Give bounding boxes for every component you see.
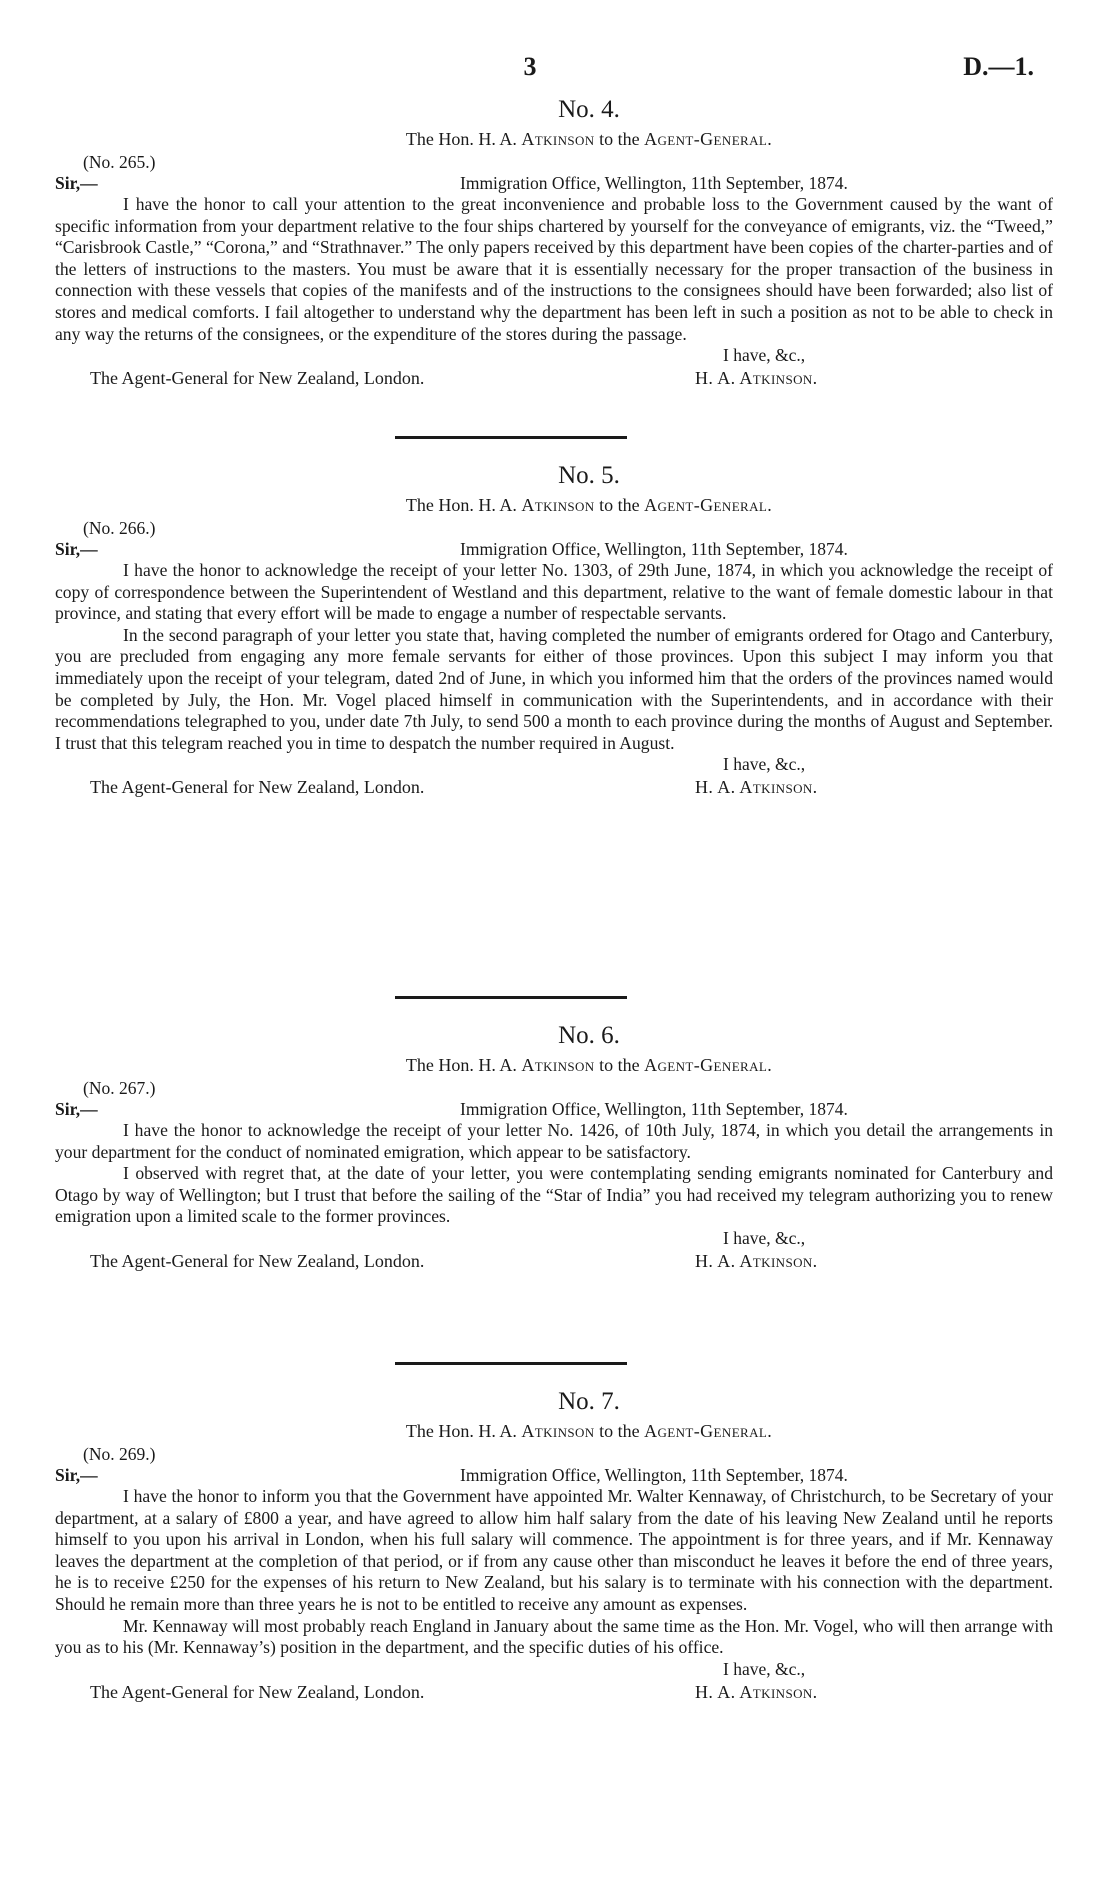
addressee: The Agent-General for New Zealand, London. — [90, 1250, 425, 1271]
letter-body — [55, 194, 1053, 345]
letter-heading: The Hon. H. A. Atkinson to the Agent-General. — [405, 1055, 773, 1075]
closing: I have, &c., — [723, 1658, 806, 1679]
letter-no-5 — [55, 460, 1053, 799]
dateline: Immigration Office, Wellington, 11th September, 1874. — [460, 539, 848, 559]
addressee: The Agent-General for New Zealand, London. — [90, 368, 425, 389]
letter-reference: (No. 269.) — [83, 1444, 156, 1464]
letter-heading: The Hon. H. A. Atkinson to the Agent-General. — [405, 1421, 773, 1441]
paragraph: In the second paragraph of your letter you state that, having completed the number of emigrants ordered for Otago and Canterbury, you are precluded from engaging any more female servants for either of those provinces. Upon this subject I may inform you that immediately upon the receipt of your telegram, dated 2nd of June, in which you informed him that the orders of the provinces named would be completed by July, the Hon. Mr. Vogel placed himself in communication with the Superintendents, and in accordance with their recommendations telegraphed to you, under date 7th July, to send 500 a month to each province during the months of August and September. I trust that this telegram reached you in time to despatch the number required in August. — [55, 624, 1053, 753]
paragraph: I observed with regret that, at the date of your letter, you were contemplating sending emigrants nominated for Canterbury and Otago by way of Wellington; but I trust that before the sailing of the “Star of India” you had received my telegram authorizing you to renew emigration upon a limited scale to the former provinces. — [55, 1163, 1053, 1227]
letter-reference: (No. 266.) — [83, 518, 156, 538]
letter-no-6 — [55, 1020, 1053, 1273]
paragraph: I have the honor to call your attention to the great inconvenience and probable loss to the Government caused by the want of specific information from your department relative to the four ships chartered by yourself for the conveyance of emigrants, viz. the “Tweed,” “Carisbrook Castle,” “Corona,” and “Strathnaver.” The only papers received by this department have been copies of the charter-parties and of the letters of instructions to the masters. You must be aware that it is essentially necessary for the proper transaction of the business in connection with these vessels that copies of the manifests and of the instructions to the consignees should have been forwarded; also list of stores and medical comforts. I fail altogether to understand why the department has been left in such a position as not to be able to check in any way the returns of the consignees, or the expenditure of the stores during the passage. — [55, 194, 1053, 344]
letter-reference: (No. 267.) — [83, 1078, 156, 1098]
letter-number: No. 6. — [558, 1022, 620, 1049]
paragraph: I have the honor to acknowledge the receipt of your letter No. 1426, of 10th July, 1874, in which you detail the arrangements in your department for the conduct of nominated emigration, which appear to be satisfactory. — [55, 1120, 1053, 1162]
letter-no-7 — [55, 1386, 1053, 1704]
letter-no-4 — [55, 94, 1053, 390]
salutation: Sir,— — [55, 1099, 98, 1119]
document-code: D.—1. — [963, 52, 1034, 81]
signature: H. A. Atkinson. — [695, 1681, 818, 1702]
letter-body — [55, 1486, 1053, 1659]
paragraph: Mr. Kennaway will most probably reach England in January about the same time as the Hon. Mr. Vogel, who will then arrange with you as to his (Mr. Kennaway’s) position in the department, and the specific duties of his office. — [55, 1615, 1053, 1658]
letter-body — [55, 560, 1053, 754]
closing: I have, &c., — [723, 1227, 806, 1248]
letter-number: No. 7. — [558, 1388, 620, 1415]
paragraph: I have the honor to inform you that the Government have appointed Mr. Walter Kennaway, of Christchurch, to be Secretary of your department, at a salary of £800 a year, and have agreed to allow him half salary from the date of his leaving New Zealand until he reports himself to you upon his arrival in London, when his full salary will commence. The appointment is for three years, and if Mr. Kennaway leaves the department at the completion of that period, or if from any cause other than misconduct he leaves it before the end of three years, he is to receive £250 for the expenses of his return to New Zealand, but his salary is to terminate with his connection with the department. Should he remain more than three years he is not to be entitled to receive any amount as expenses. — [55, 1486, 1053, 1614]
letter-body — [55, 1120, 1053, 1228]
letter-heading: The Hon. H. A. Atkinson to the Agent-General. — [405, 495, 773, 515]
section-divider — [395, 1362, 627, 1365]
closing: I have, &c., — [723, 345, 806, 366]
page-number: 3 — [523, 52, 537, 81]
closing: I have, &c., — [723, 754, 806, 775]
paragraph: I have the honor to acknowledge the receipt of your letter No. 1303, of 29th June, 1874, in which you acknowledge the receipt of copy of correspondence between the Superintendent of Westland and this department, relative to the want of female domestic labour in that province, and stating that every effort will be made to engage a number of respectable servants. — [55, 560, 1053, 624]
letter-reference: (No. 265.) — [83, 152, 156, 172]
section-divider — [395, 996, 627, 999]
addressee: The Agent-General for New Zealand, London. — [90, 777, 425, 798]
signature: H. A. Atkinson. — [695, 777, 818, 798]
letter-number: No. 4. — [558, 96, 620, 123]
dateline: Immigration Office, Wellington, 11th September, 1874. — [460, 1099, 848, 1119]
salutation: Sir,— — [55, 1465, 98, 1485]
salutation: Sir,— — [55, 173, 98, 193]
letter-number: No. 5. — [558, 462, 620, 489]
addressee: The Agent-General for New Zealand, London. — [90, 1681, 425, 1702]
dateline: Immigration Office, Wellington, 11th September, 1874. — [460, 173, 848, 193]
section-divider — [395, 436, 627, 439]
signature: H. A. Atkinson. — [695, 368, 818, 389]
letter-heading: The Hon. H. A. Atkinson to the Agent-General. — [405, 129, 773, 149]
salutation: Sir,— — [55, 539, 98, 559]
dateline: Immigration Office, Wellington, 11th September, 1874. — [460, 1465, 848, 1485]
signature: H. A. Atkinson. — [695, 1250, 818, 1271]
